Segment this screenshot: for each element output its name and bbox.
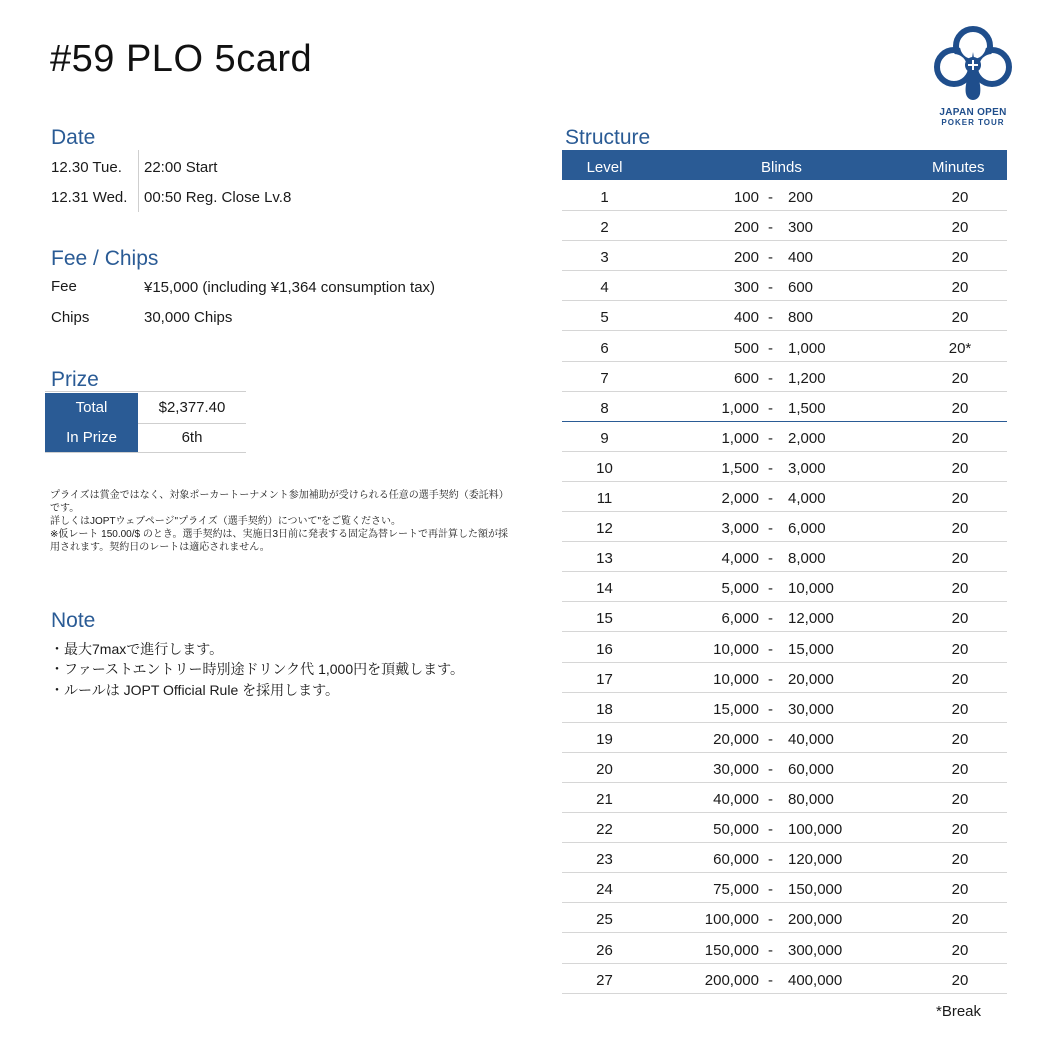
structure-header [562, 150, 1007, 180]
big-blind-cell: 1,500 [788, 399, 826, 417]
level-cell: 3 [600, 249, 609, 267]
minutes-cell: 20 [951, 399, 969, 417]
minutes-cell: 20* [948, 339, 972, 357]
small-blind-cell: 100 [733, 189, 759, 206]
level-cell: 4 [600, 279, 609, 297]
small-blind-cell: 1,500 [721, 459, 759, 477]
big-blind-cell: 120,000 [788, 851, 843, 869]
big-blind-cell: 10,000 [788, 580, 834, 598]
minutes-cell: 20 [951, 369, 969, 387]
table-row [562, 964, 1007, 994]
table-row [562, 362, 1007, 392]
blind-separator: - [768, 760, 773, 778]
level-cell: 23 [596, 851, 613, 869]
blind-separator: - [768, 520, 773, 538]
note-line-1: ・最大7maxで進行します。 [50, 641, 224, 657]
minutes-cell: 20 [951, 610, 969, 628]
big-blind-cell: 20,000 [788, 670, 834, 688]
table-row [562, 452, 1007, 482]
fee-label: Fee [51, 278, 77, 295]
minutes-cell: 20 [951, 670, 969, 688]
table-row [562, 602, 1007, 632]
level-cell: 1 [600, 189, 609, 206]
small-blind-cell: 15,000 [713, 700, 759, 718]
blind-separator: - [768, 670, 773, 688]
small-blind-cell: 50,000 [713, 821, 759, 839]
big-blind-cell: 300 [788, 219, 814, 237]
small-blind-cell: 4,000 [721, 550, 759, 568]
small-blind-cell: 20,000 [713, 730, 759, 748]
minutes-cell: 20 [951, 881, 969, 899]
blind-separator: - [768, 580, 773, 598]
level-cell: 25 [596, 911, 613, 929]
blind-separator: - [768, 911, 773, 929]
big-blind-cell: 400 [788, 249, 814, 267]
small-blind-cell: 1,000 [721, 429, 759, 447]
small-blind-cell: 200,000 [704, 971, 759, 989]
level-cell: 18 [596, 700, 613, 718]
big-blind-cell: 1,000 [788, 339, 826, 357]
date-day-1: 12.30 Tue. [51, 159, 122, 176]
col-blinds: Blinds [761, 159, 802, 176]
chips-value: 30,000 Chips [144, 309, 233, 326]
small-blind-cell: 75,000 [713, 881, 759, 899]
big-blind-cell: 80,000 [788, 791, 834, 808]
minutes-cell: 20 [951, 490, 969, 507]
note-line-3: ・ルールは JOPT Official Rule を採用します。 [50, 682, 340, 698]
blind-separator: - [768, 791, 773, 808]
note-line-2: ・ファーストエントリー時別途ドリンク代 1,000円を頂戴します。 [50, 661, 464, 677]
prize-bottom-line [45, 452, 246, 453]
small-blind-cell: 10,000 [713, 640, 759, 658]
blind-separator: - [768, 610, 773, 628]
big-blind-cell: 1,200 [788, 369, 826, 387]
small-blind-cell: 6,000 [721, 610, 759, 628]
small-blind-cell: 10,000 [713, 670, 759, 688]
table-row [562, 693, 1007, 723]
prize-heading: Prize [51, 368, 99, 391]
level-cell: 7 [600, 369, 609, 387]
prize-note-3: ※仮レート 150.00/$ のとき。選手契約は、実施日3日前に発表する固定為替レートで再計算した額が採用されます。契約日のレートは適応されません。 [50, 529, 509, 553]
minutes-cell: 20 [951, 309, 969, 327]
minutes-cell: 20 [951, 219, 969, 237]
level-cell: 14 [596, 580, 613, 598]
big-blind-cell: 60,000 [788, 760, 834, 778]
level-cell: 21 [596, 791, 613, 808]
small-blind-cell: 5,000 [721, 580, 759, 598]
chips-label: Chips [51, 309, 90, 326]
big-blind-cell: 100,000 [788, 821, 843, 839]
blind-separator: - [768, 279, 773, 297]
minutes-cell: 20 [951, 550, 969, 568]
note-heading: Note [51, 609, 96, 632]
big-blind-cell: 2,000 [788, 429, 826, 447]
table-row [562, 301, 1007, 331]
table-row [562, 542, 1007, 572]
blind-separator: - [768, 219, 773, 237]
prize-inprize-value: 6th [181, 429, 203, 446]
blind-separator: - [768, 700, 773, 718]
big-blind-cell: 800 [788, 309, 814, 327]
level-cell: 27 [596, 971, 613, 989]
table-row [562, 723, 1007, 753]
minutes-cell: 20 [951, 640, 969, 658]
table-row [562, 934, 1007, 964]
small-blind-cell: 60,000 [713, 851, 759, 869]
blind-separator: - [768, 309, 773, 327]
prize-inprize-label: In Prize [45, 423, 138, 453]
big-blind-cell: 6,000 [788, 520, 826, 538]
prize-top-line [45, 391, 246, 392]
table-row [562, 663, 1007, 693]
big-blind-cell: 12,000 [788, 610, 834, 628]
fee-heading: Fee / Chips [51, 247, 159, 270]
table-row [562, 512, 1007, 542]
blind-separator: - [768, 339, 773, 357]
small-blind-cell: 200 [733, 249, 759, 267]
small-blind-cell: 30,000 [713, 760, 759, 778]
minutes-cell: 20 [951, 971, 969, 989]
small-blind-cell: 1,000 [721, 399, 759, 417]
col-minutes: Minutes [932, 159, 985, 176]
big-blind-cell: 15,000 [788, 640, 834, 658]
date-heading: Date [51, 126, 96, 149]
small-blind-cell: 500 [733, 339, 759, 357]
minutes-cell: 20 [951, 520, 969, 538]
big-blind-cell: 200 [788, 189, 814, 206]
table-row [562, 271, 1007, 301]
blind-separator: - [768, 459, 773, 477]
logo-line-2: POKER TOUR [941, 118, 1005, 127]
big-blind-cell: 400,000 [788, 971, 843, 989]
blind-separator: - [768, 490, 773, 507]
table-row [562, 873, 1007, 903]
table-row [562, 181, 1007, 211]
structure-heading: Structure [565, 126, 651, 149]
blind-separator: - [768, 851, 773, 869]
table-row [562, 753, 1007, 783]
small-blind-cell: 3,000 [721, 520, 759, 538]
blind-separator: - [768, 189, 773, 206]
small-blind-cell: 300 [733, 279, 759, 297]
small-blind-cell: 2,000 [721, 490, 759, 507]
level-cell: 20 [596, 760, 613, 778]
level-cell: 8 [600, 399, 609, 417]
table-row [562, 211, 1007, 241]
big-blind-cell: 200,000 [788, 911, 843, 929]
col-level: Level [586, 159, 623, 176]
big-blind-cell: 4,000 [788, 490, 826, 507]
minutes-cell: 20 [951, 189, 969, 206]
level-cell: 2 [600, 219, 609, 237]
level-cell: 13 [596, 550, 613, 568]
minutes-cell: 20 [951, 249, 969, 267]
blind-separator: - [768, 730, 773, 748]
table-row [562, 482, 1007, 512]
page-title: #59 PLO 5card [50, 38, 313, 80]
prize-total-value: $2,377.40 [158, 399, 226, 416]
table-row [562, 332, 1007, 362]
table-row [562, 903, 1007, 933]
table-row [562, 241, 1007, 271]
break-note: *Break [936, 1003, 982, 1020]
minutes-cell: 20 [951, 580, 969, 598]
table-row [562, 813, 1007, 843]
table-row [562, 392, 1007, 422]
small-blind-cell: 150,000 [704, 941, 759, 959]
big-blind-cell: 600 [788, 279, 814, 297]
level-cell: 24 [596, 881, 613, 899]
big-blind-cell: 300,000 [788, 941, 843, 959]
blind-separator: - [768, 550, 773, 568]
big-blind-cell: 3,000 [788, 459, 826, 477]
blind-separator: - [768, 640, 773, 658]
big-blind-cell: 150,000 [788, 881, 843, 899]
level-cell: 19 [596, 730, 613, 748]
blind-separator: - [768, 369, 773, 387]
prize-note-1: プライズは賞金ではなく、対象ポーカートーナメント参加補助が受けられる任意の選手契約（委託料）です。 [50, 490, 509, 514]
big-blind-cell: 30,000 [788, 700, 834, 718]
club-icon [930, 22, 1016, 108]
prize-note-2: 詳しくはJOPTウェブページ"プライズ（選手契約）について"をご覧ください。 [50, 516, 402, 527]
minutes-cell: 20 [951, 459, 969, 477]
minutes-cell: 20 [951, 730, 969, 748]
level-cell: 22 [596, 821, 613, 839]
table-row [562, 783, 1007, 813]
small-blind-cell: 200 [733, 219, 759, 237]
date-divider [138, 150, 139, 212]
table-row [562, 843, 1007, 873]
table-row [562, 572, 1007, 602]
minutes-cell: 20 [951, 279, 969, 297]
minutes-cell: 20 [951, 851, 969, 869]
blind-separator: - [768, 941, 773, 959]
level-cell: 10 [596, 459, 613, 477]
prize-total-label: Total [45, 393, 138, 423]
minutes-cell: 20 [951, 821, 969, 839]
minutes-cell: 20 [951, 700, 969, 718]
level-cell: 6 [600, 339, 609, 357]
blind-separator: - [768, 971, 773, 989]
level-cell: 26 [596, 941, 613, 959]
level-cell: 11 [596, 490, 613, 507]
level-cell: 15 [596, 610, 613, 628]
blind-separator: - [768, 249, 773, 267]
blind-separator: - [768, 399, 773, 417]
small-blind-cell: 600 [733, 369, 759, 387]
small-blind-cell: 40,000 [713, 791, 759, 808]
blind-separator: - [768, 881, 773, 899]
level-cell: 9 [600, 429, 609, 447]
minutes-cell: 20 [951, 791, 969, 808]
minutes-cell: 20 [951, 941, 969, 959]
big-blind-cell: 8,000 [788, 550, 826, 568]
minutes-cell: 20 [951, 911, 969, 929]
table-row [562, 422, 1007, 452]
level-cell: 17 [596, 670, 613, 688]
date-info-1: 22:00 Start [144, 159, 218, 176]
blind-separator: - [768, 821, 773, 839]
prize-notes [50, 489, 510, 554]
small-blind-cell: 400 [733, 309, 759, 327]
jopt-logo [930, 22, 1016, 130]
minutes-cell: 20 [951, 429, 969, 447]
minutes-cell: 20 [951, 760, 969, 778]
level-cell: 16 [596, 640, 613, 658]
logo-line-1: JAPAN OPEN [939, 107, 1007, 118]
date-info-2: 00:50 Reg. Close Lv.8 [144, 189, 292, 206]
big-blind-cell: 40,000 [788, 730, 834, 748]
fee-value: ¥15,000 (including ¥1,364 consumption tax) [144, 279, 436, 296]
date-day-2: 12.31 Wed. [51, 189, 128, 206]
blind-separator: - [768, 429, 773, 447]
level-cell: 5 [600, 309, 609, 327]
table-row [562, 633, 1007, 663]
small-blind-cell: 100,000 [704, 911, 759, 929]
level-cell: 12 [596, 520, 613, 538]
